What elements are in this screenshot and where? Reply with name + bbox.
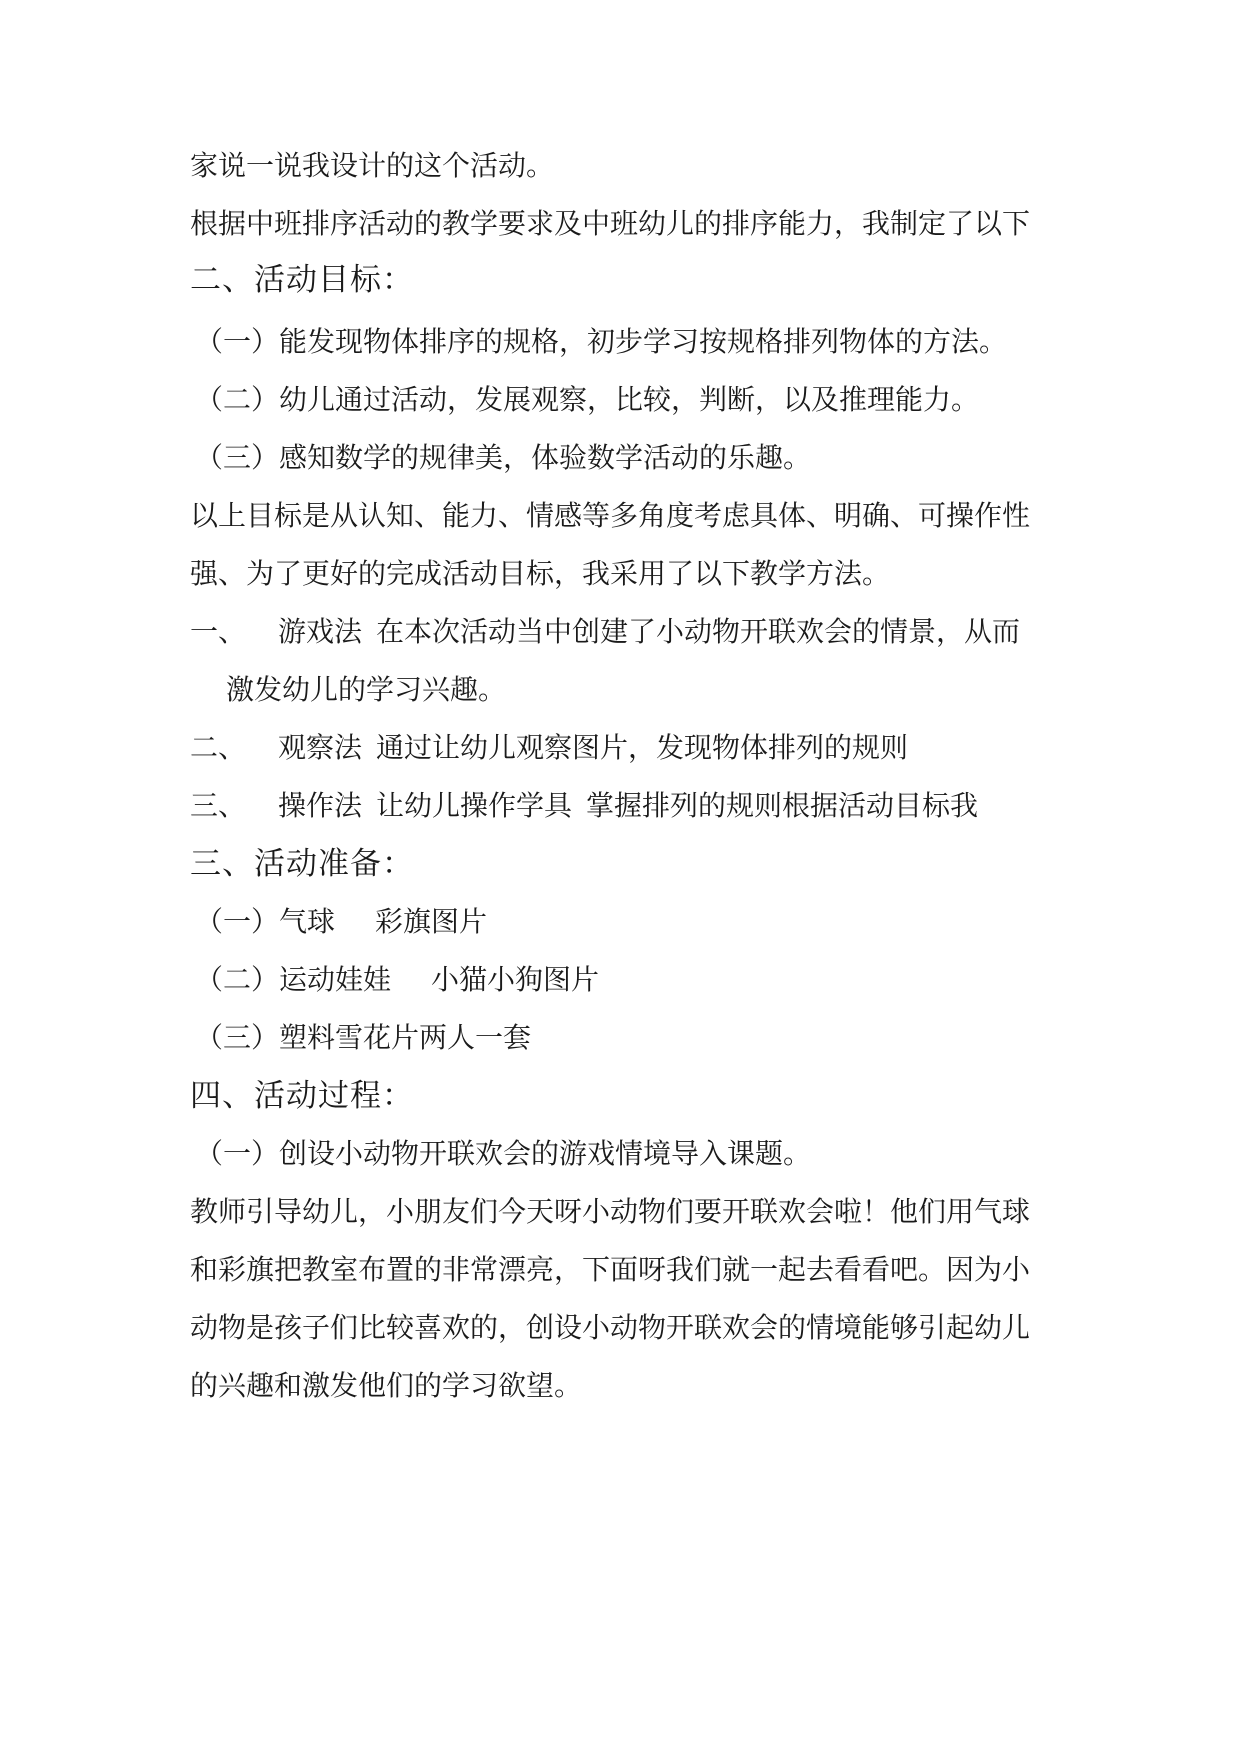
method-number: 一、 [190, 615, 247, 648]
prep-text: 气球 [279, 905, 336, 938]
method-continuation: 激发幼儿的学习兴趣。 [226, 673, 507, 706]
prep-item [195, 962, 599, 998]
process-item: （一）创设小动物开联欢会的游戏情境导入课题。 [195, 1137, 812, 1170]
section-heading-preparation: 三、活动准备： [190, 846, 414, 882]
method-number: 三、 [190, 789, 247, 822]
method-item [190, 788, 978, 824]
method-desc: 掌握排列的规则根据活动目标我 [586, 789, 979, 822]
prep-text: 小猫小狗图片 [431, 963, 600, 996]
method-number: 二、 [190, 731, 247, 764]
text-line: 强、为了更好的完成活动目标，我采用了以下教学方法。 [190, 557, 891, 590]
prep-text: 彩旗图片 [375, 905, 488, 938]
section-heading-goals: 二、活动目标： [190, 262, 414, 298]
prep-number: （一） [195, 905, 280, 938]
text-line: 动物是孩子们比较喜欢的，创设小动物开联欢会的情境能够引起幼儿 [190, 1311, 1031, 1344]
method-name: 游戏法 [278, 615, 363, 648]
method-desc: 在本次活动当中创建了小动物开联欢会的情景，从而 [376, 615, 1021, 648]
method-desc: 通过让幼儿观察图片，发现物体排列的规则 [376, 731, 909, 764]
text-line: 的兴趣和激发他们的学习欲望。 [190, 1369, 583, 1402]
section-heading-process: 四、活动过程： [190, 1078, 414, 1114]
method-name: 观察法 [278, 731, 363, 764]
goal-item: （二）幼儿通过活动，发展观察，比较，判断，以及推理能力。 [195, 383, 980, 416]
text-line: 以上目标是从认知、能力、情感等多角度考虑具体、明确、可操作性 [190, 499, 1031, 532]
method-desc: 让幼儿操作学具 [376, 789, 573, 822]
method-name: 操作法 [278, 789, 363, 822]
text-line: 根据中班排序活动的教学要求及中班幼儿的排序能力，我制定了以下 [190, 207, 1031, 240]
prep-text: 塑料雪花片两人一套 [279, 1021, 532, 1054]
prep-number: （二） [195, 963, 280, 996]
text-line: 和彩旗把教室布置的非常漂亮，下面呀我们就一起去看看吧。因为小 [190, 1253, 1031, 1286]
prep-number: （三） [195, 1021, 280, 1054]
prep-item [195, 1020, 531, 1056]
prep-item [195, 904, 487, 940]
goal-item: （一）能发现物体排序的规格，初步学习按规格排列物体的方法。 [195, 325, 1008, 358]
method-item [190, 614, 1020, 650]
text-line: 教师引导幼儿，小朋友们今天呀小动物们要开联欢会啦！他们用气球 [190, 1195, 1031, 1228]
goal-item: （三）感知数学的规律美，体验数学活动的乐趣。 [195, 441, 812, 474]
prep-text: 运动娃娃 [279, 963, 392, 996]
text-line: 家说一说我设计的这个活动。 [190, 149, 555, 182]
method-item [190, 730, 908, 766]
